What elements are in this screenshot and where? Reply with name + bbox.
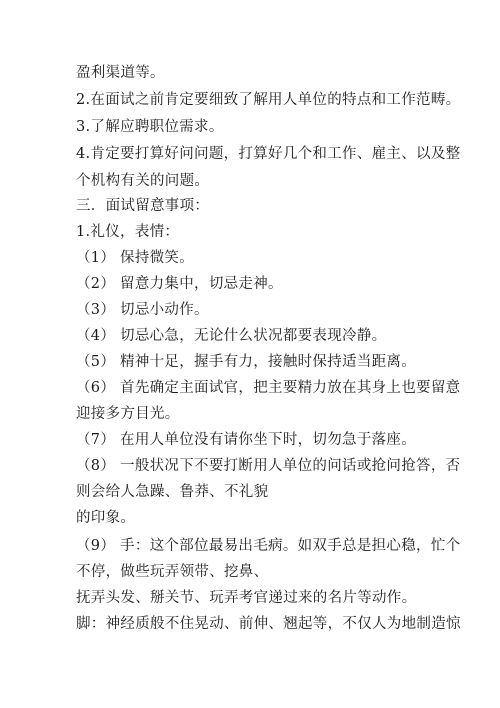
list-item: （3） 切忌小动作。	[76, 302, 209, 318]
text-line: 盈利渠道等。	[76, 65, 165, 81]
text-line: 个机构有关的问题。	[76, 173, 210, 189]
list-item: （7） 在用人单位没有请你坐下时，切勿急于落座。	[76, 432, 417, 448]
list-item: （6） 首先确定主面试官，把主要精力放在其身上也要留意	[76, 380, 461, 396]
text-line: 迎接多方目光。	[76, 406, 180, 422]
text-line: 的印象。	[76, 510, 136, 526]
text-line: 脚：神经质般不住晃动、前伸、翘起等，不仅人为地制造惊	[76, 616, 461, 632]
list-item: （1） 保持微笑。	[76, 250, 195, 266]
section-heading: 三．面试留意事项：	[76, 198, 210, 214]
list-item: （8） 一般状况下不要打断用人单位的问话或抢问抢答，否	[76, 458, 461, 474]
list-item: （4） 切忌心急，无论什么状况都要表现冷静。	[76, 328, 387, 344]
list-item: （9） 手：这个部位最易出毛病。如双手总是担心稳，忙个	[76, 538, 461, 554]
text-line: 2.在面试之前肯定要细致了解用人单位的特点和工作范畴。	[76, 92, 461, 108]
list-item: （5） 精神十足，握手有力，接触时保持适当距离。	[76, 354, 417, 370]
text-line: 4.肯定要打算好问问题，打算好几个和工作、雇主、以及整	[76, 146, 461, 162]
text-line: 则会给人急躁、鲁莽、不礼貌	[76, 484, 269, 500]
list-item: （2） 留意力集中，切忌走神。	[76, 276, 283, 292]
text-line: 不停，做些玩弄领带、挖鼻、	[76, 564, 269, 580]
text-line: 3.了解应聘职位需求。	[76, 119, 224, 135]
subsection-heading: 1.礼仪，表情：	[76, 224, 180, 240]
text-line: 抚弄头发、掰关节、玩弄考官递过来的名片等动作。	[76, 590, 417, 606]
